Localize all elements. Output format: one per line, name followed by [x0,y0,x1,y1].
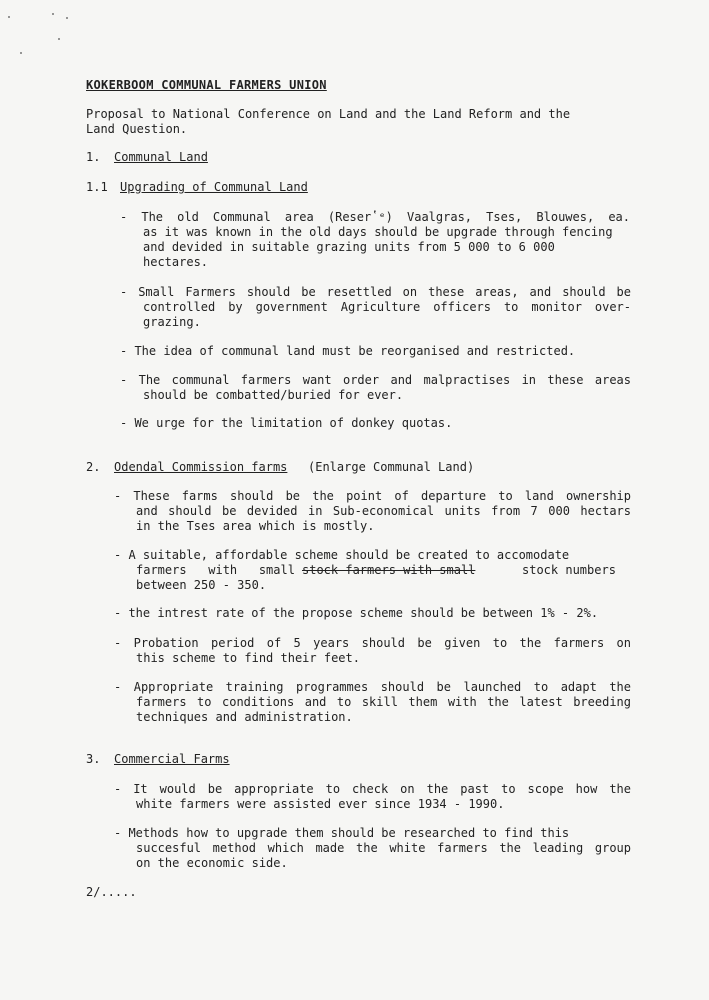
section-2-heading-note: (Enlarge Communal Land) [308,460,475,474]
s1-bullet-4-line-1: - The communal farmers want order and malpractises in these areas [120,373,631,387]
s3-bullet-2-line-1: - Methods how to upgrade them should be researched to find this [114,826,570,840]
document-title: KOKERBOOM COMMUNAL FARMERS UNION [86,78,327,92]
s2-bullet-4-line-1: - Probation period of 5 years should be given to the farmers on [114,636,631,650]
section-3-number: 3. [86,752,101,766]
s1-bullet-1-line-1: - The old Communal area (Reserʽᵉ) Vaalgras, Tses, Blouwes, ea. [120,210,630,224]
s2-bullet-1-line-3: in the Tses area which is mostly. [136,519,375,533]
s2-bullet-5-line-3: techniques and administration. [136,710,353,724]
scan-speck [58,38,60,40]
section-1-heading: Communal Land [114,150,208,164]
s2-bullet-3: - the intrest rate of the propose scheme should be between 1% - 2%. [114,606,599,620]
scan-speck [52,13,54,15]
s2-bullet-5-line-2: farmers to conditions and to skill them with the latest breeding [136,695,631,709]
s3-bullet-1-line-1: - It would be appropriate to check on the past to scope how the [114,782,631,796]
intro-line-1: Proposal to National Conference on Land and the Land Reform and the [86,107,571,121]
intro-line-2: Land Question. [86,122,188,136]
s2-bullet-2-line-2b: stock numbers [522,563,616,577]
s1-bullet-4-line-2: should be combatted/buried for ever. [143,388,404,402]
s1-bullet-1-line-3: and devided in suitable grazing units from 5 000 to 6 000 [143,240,555,254]
section-1-1-heading: Upgrading of Communal Land [120,180,308,194]
s2-bullet-2-struck-text: stock farmers with small [302,563,476,577]
s1-bullet-2-line-3: grazing. [143,315,201,329]
s2-bullet-1-line-2: and should be devided in Sub-economical units from 7 000 hectars [136,504,631,518]
scan-speck [8,16,10,18]
s2-bullet-4-line-2: this scheme to find their feet. [136,651,360,665]
section-2-heading: Odendal Commission farms [114,460,288,474]
page-continuation-marker: 2/..... [86,885,137,899]
s1-bullet-2-line-1: - Small Farmers should be resettled on these areas, and should be [120,285,631,299]
section-1-1-number: 1.1 [86,180,108,194]
scan-speck [20,52,22,54]
s2-bullet-5-line-1: - Appropriate training programmes should be launched to adapt the [114,680,631,694]
s2-bullet-2-line-2a: farmers with small [136,563,295,577]
s1-bullet-5: - We urge for the limitation of donkey quotas. [120,416,453,430]
s1-bullet-1-line-2: as it was known in the old days should be upgrade through fencing [143,225,613,239]
section-3-heading: Commercial Farms [114,752,230,766]
s1-bullet-1-line-4: hectares. [143,255,209,269]
section-1-number: 1. [86,150,101,164]
scan-speck [66,17,68,19]
s1-bullet-3: - The idea of communal land must be reorganised and restricted. [120,344,576,358]
s2-bullet-2-line-1: - A suitable, affordable scheme should be created to accomodate [114,548,570,562]
section-2-number: 2. [86,460,101,474]
s3-bullet-1-line-2: white farmers were assisted ever since 1934 - 1990. [136,797,505,811]
s1-bullet-2-line-2: controlled by government Agriculture officers to monitor over- [143,300,631,314]
s3-bullet-2-line-2: succesful method which made the white farmers the leading group [136,841,631,855]
s2-bullet-2-line-3: between 250 - 350. [136,578,267,592]
s2-bullet-1-line-1: - These farms should be the point of departure to land ownership [114,489,631,503]
s3-bullet-2-line-3: on the economic side. [136,856,288,870]
